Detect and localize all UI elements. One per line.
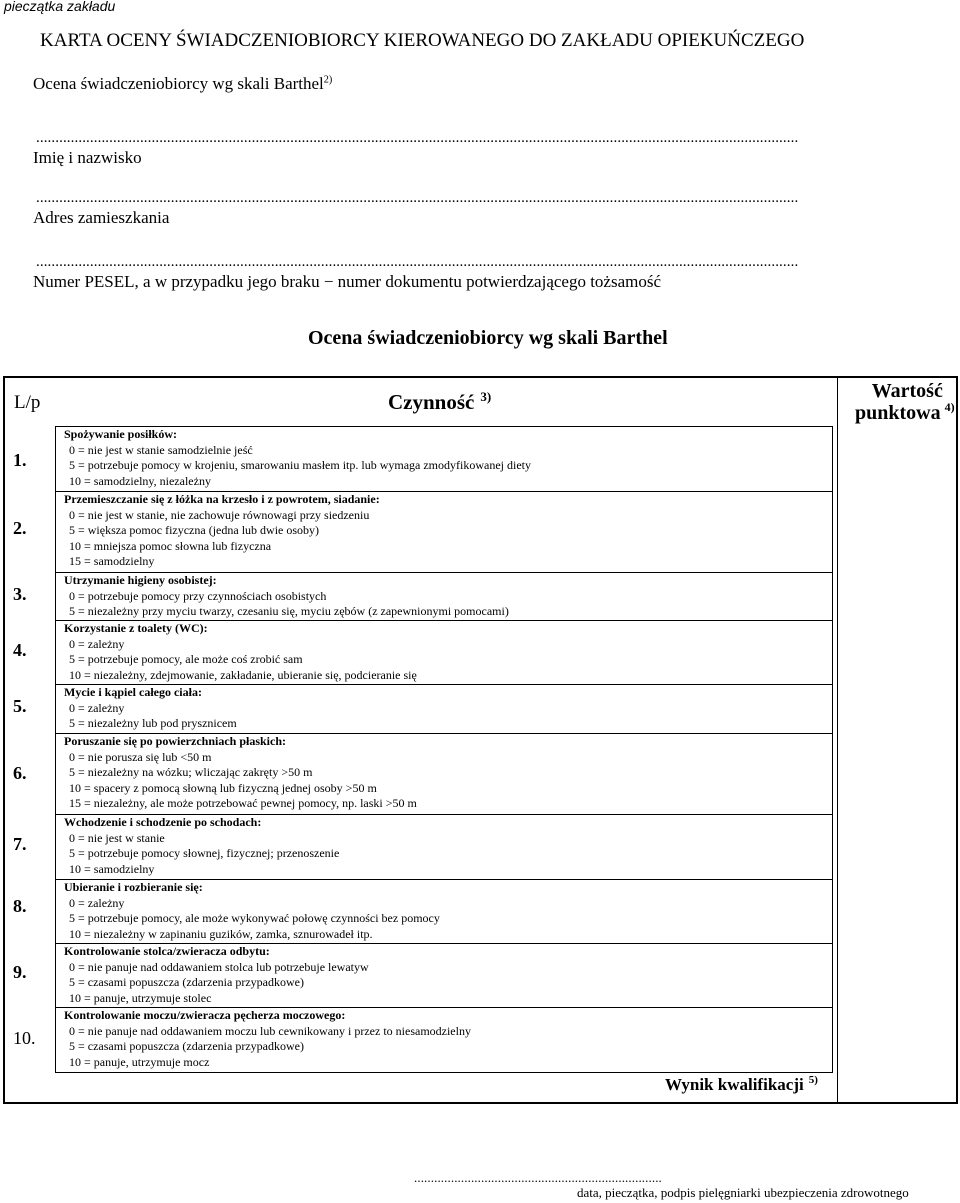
activity-option: 5 = potrzebuje pomocy, ale może wykonywać połowę czynności bez pomocy — [69, 911, 440, 925]
activity-title: Poruszanie się po powierzchniach płaskich: — [64, 734, 287, 748]
header-value-note: 4) — [944, 400, 955, 415]
activity-title: Ubieranie i rozbieranie się: — [64, 880, 203, 894]
activity-option: 0 = zależny — [69, 895, 125, 910]
activity-option: 10 = samodzielny, niezależny — [69, 473, 211, 488]
activity-row-3 — [55, 572, 833, 621]
activity-text — [56, 880, 832, 942]
activity-option: 5 = potrzebuje pomocy, ale może coś zrobić sam — [69, 652, 303, 666]
field-address-label: Adres zamieszkania — [33, 208, 170, 227]
header-lp: L/p — [14, 392, 41, 413]
row-number: 3. — [13, 584, 27, 604]
activity-option: 5 = niezależny przy myciu twarzy, czesaniu się, myciu zębów (z zapewnionymi pomocami) — [69, 604, 509, 618]
activity-text — [56, 573, 832, 620]
row-number: 9. — [13, 962, 27, 982]
activity-option: 5 = potrzebuje pomocy słownej, fizycznej; przenoszenie — [69, 846, 340, 860]
result-label-note: 5) — [808, 1074, 818, 1087]
activity-text — [56, 944, 832, 1006]
activity-row-10 — [55, 1007, 833, 1073]
value-column-divider — [837, 378, 838, 1102]
activity-text — [56, 621, 832, 683]
activity-option: 0 = nie jest w stanie — [69, 830, 165, 845]
subtitle-text: Ocena świadczeniobiorcy wg skali Barthel — [33, 74, 324, 93]
activity-row-6 — [55, 733, 833, 815]
activity-title: Korzystanie z toalety (WC): — [64, 621, 208, 635]
section-title: Ocena świadczeniobiorcy wg skali Barthel — [308, 327, 668, 349]
row-number: 5. — [13, 696, 27, 716]
address-dots: ...................................................................................................................................................................................................... — [36, 190, 799, 206]
activity-row-1 — [55, 426, 833, 492]
activity-option: 0 = zależny — [69, 700, 125, 715]
activity-row-8 — [55, 879, 833, 944]
activity-option: 5 = czasami popuszcza (zdarzenia przypadkowe) — [69, 975, 304, 989]
activity-option: 15 = niezależny, ale może potrzebować pewnej pomocy, np. laski >50 m — [69, 796, 417, 810]
activity-option: 5 = niezależny lub pod prysznicem — [69, 716, 237, 730]
activity-option: 5 = potrzebuje pomocy w krojeniu, smarowaniu masłem itp. lub wymaga zmodyfikowanej diety — [69, 458, 531, 472]
subtitle-note: 2) — [323, 74, 333, 86]
row-number: 4. — [13, 640, 27, 660]
header-value-line2: punktowa $^{4)}$ — [855, 400, 955, 424]
row-number: 1. — [13, 450, 27, 470]
activity-option: 5 = większa pomoc fizyczna (jedna lub dwie osoby) — [69, 523, 320, 537]
activity-title: Kontrolowanie moczu/zwieracza pęcherza moczowego: — [64, 1008, 346, 1022]
header-activity-text: Czynność — [388, 390, 475, 414]
signature-label: data, pieczątka, podpis pielęgniarki ubezpieczenia zdrowotnego — [577, 1185, 909, 1200]
activity-row-2 — [55, 491, 833, 573]
result-label — [665, 1075, 818, 1095]
stamp-label: pieczątka zakładu — [4, 0, 116, 14]
activity-title: Przemieszczanie się z łóżka na krzesło i z powrotem, siadanie: — [64, 492, 380, 506]
activity-option: 0 = nie jest w stanie samodzielnie jeść — [69, 442, 253, 457]
result-label-text: Wynik kwalifikacji — [665, 1075, 804, 1094]
activity-text — [56, 685, 832, 732]
row-number: 7. — [13, 834, 27, 854]
activity-option: 0 = nie panuje nad oddawaniem stolca lub potrzebuje lewatyw — [69, 959, 369, 974]
activity-title: Utrzymanie higieny osobistej: — [64, 573, 217, 587]
signature-dots: .......................................................................... — [414, 1170, 662, 1185]
name-dots: ...................................................................................................................................................................................................... — [36, 130, 799, 146]
activity-option: 0 = nie panuje nad oddawaniem moczu lub cewnikowany i przez to niesamodzielny — [69, 1023, 471, 1038]
activity-text — [56, 492, 832, 570]
activity-option: 5 = niezależny na wózku; wliczając zakręty >50 m — [69, 765, 313, 779]
row-number: 8. — [13, 896, 27, 916]
activity-option: 10 = mniejsza pomoc słowna lub fizyczna — [69, 538, 272, 553]
activity-row-9 — [55, 943, 833, 1008]
row-number: 2. — [13, 518, 27, 538]
activity-option: 10 = panuje, utrzymuje stolec — [69, 990, 212, 1005]
activity-option: 10 = samodzielny — [69, 861, 155, 876]
activity-option: 0 = potrzebuje pomocy przy czynnościach osobistych — [69, 588, 327, 603]
activity-title: Mycie i kąpiel całego ciała: — [64, 685, 202, 699]
barthel-table — [3, 376, 958, 1104]
activity-title: Wchodzenie i schodzenie po schodach: — [64, 815, 262, 829]
header-activity-note: 3) — [480, 389, 492, 404]
activity-row-5 — [55, 684, 833, 734]
header-value-line1: Wartość — [871, 380, 943, 402]
activity-text — [56, 734, 832, 812]
activity-text — [56, 815, 832, 877]
activity-row-4 — [55, 620, 833, 685]
activity-option: 5 = czasami popuszcza (zdarzenia przypadkowe) — [69, 1039, 304, 1053]
header-value — [855, 380, 955, 424]
activity-row-7 — [55, 814, 833, 880]
activity-option: 10 = niezależny, zdejmowanie, zakładanie, ubieranie się, podcieranie się — [69, 667, 417, 682]
row-number: 10. — [13, 1028, 36, 1048]
activity-text — [56, 427, 832, 489]
pesel-dots: ...................................................................................................................................................................................................... — [36, 254, 799, 270]
activity-title: Spożywanie posiłków: — [64, 427, 178, 441]
subtitle — [33, 74, 332, 94]
field-name-label: Imię i nazwisko — [33, 148, 142, 167]
activity-option: 10 = niezależny w zapinaniu guzików, zamka, sznurowadeł itp. — [69, 926, 373, 941]
activity-title: Kontrolowanie stolca/zwieracza odbytu: — [64, 944, 270, 958]
activity-option: 15 = samodzielny — [69, 554, 155, 568]
activity-option: 0 = zależny — [69, 636, 125, 651]
activity-option: 0 = nie porusza się lub <50 m — [69, 749, 212, 764]
header-activity — [388, 390, 491, 415]
field-pesel-label: Numer PESEL, a w przypadku jego braku − numer dokumentu potwierdzającego tożsamość — [33, 272, 662, 291]
activity-option: 0 = nie jest w stanie, nie zachowuje równowagi przy siedzeniu — [69, 507, 370, 522]
activity-option: 10 = spacery z pomocą słowną lub fizyczną jednej osoby >50 m — [69, 780, 377, 795]
row-number: 6. — [13, 763, 27, 783]
activity-option: 10 = panuje, utrzymuje mocz — [69, 1054, 210, 1069]
activity-text — [56, 1008, 832, 1070]
page-title: KARTA OCENY ŚWIADCZENIOBIORCY KIEROWANEGO DO ZAKŁADU OPIEKUŃCZEGO — [40, 30, 805, 51]
